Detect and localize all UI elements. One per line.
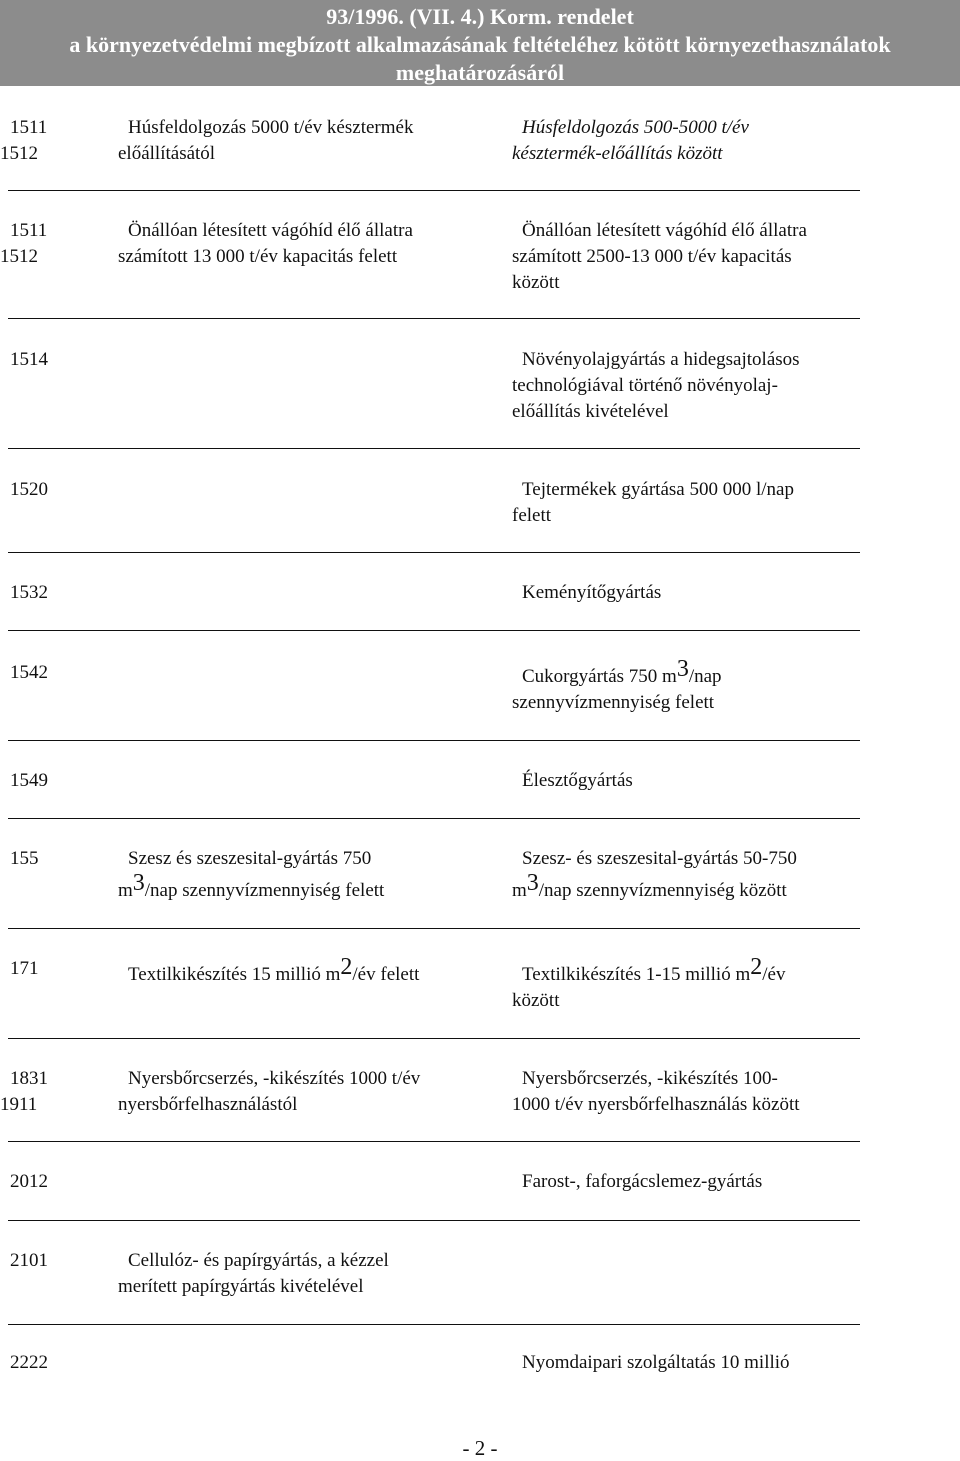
activity-codes	[0, 1066, 70, 1118]
left-text: Önállóan létesített vágóhíd élő állatra	[128, 220, 413, 241]
text-part: m	[512, 880, 527, 901]
threshold-left	[118, 954, 498, 988]
text-part: m	[118, 880, 133, 901]
code: 2012	[10, 1171, 48, 1192]
superscript: 2	[750, 954, 763, 980]
activity-codes	[0, 347, 70, 373]
text-part: /év felett	[352, 964, 420, 985]
divider	[8, 740, 860, 741]
threshold-left	[118, 1066, 498, 1118]
activity-codes	[0, 115, 70, 167]
divider	[8, 318, 860, 319]
divider	[8, 448, 860, 449]
superscript: 3	[132, 870, 145, 896]
left-text: Nyersbőrcserzés, -kikészítés 1000 t/év	[128, 1068, 421, 1089]
code: 1532	[10, 582, 48, 603]
right-text: felett	[512, 505, 552, 526]
activity-codes	[0, 1169, 70, 1195]
superscript: 3	[676, 656, 689, 682]
threshold-right	[512, 656, 872, 716]
divider	[8, 552, 860, 553]
right-text: számított 2500-13 000 t/év kapacitás	[512, 246, 792, 267]
activity-codes	[0, 660, 70, 686]
right-text: Keményítőgyártás	[522, 582, 662, 603]
threshold-left	[118, 846, 498, 904]
right-text: előállítás kivételével	[512, 401, 669, 422]
text-part: Textilkikészítés 15 millió m	[128, 964, 341, 985]
divider	[8, 928, 860, 929]
code: 1512	[0, 246, 38, 267]
threshold-right	[512, 1169, 872, 1195]
threshold-right	[512, 218, 872, 296]
activity-codes	[0, 846, 70, 872]
code: 1549	[10, 770, 48, 791]
left-text: számított 13 000 t/év kapacitás felett	[118, 246, 398, 267]
threshold-right	[512, 768, 872, 794]
code: 155	[10, 848, 39, 869]
threshold-right	[512, 115, 872, 167]
code: 1511	[10, 220, 48, 241]
left-text: Húsfeldolgozás 5000 t/év késztermék	[128, 117, 414, 138]
right-text: Élesztőgyártás	[522, 770, 633, 791]
activity-codes	[0, 218, 70, 270]
threshold-left	[118, 115, 498, 167]
code: 171	[10, 958, 39, 979]
activity-codes	[0, 1248, 70, 1274]
activity-codes	[0, 1350, 70, 1376]
header-subtitle-2: meghatározásáról	[395, 60, 565, 85]
text-part: /év	[762, 964, 786, 985]
text-part: /nap	[688, 666, 722, 687]
right-text	[512, 656, 872, 690]
text-part: Textilkikészítés 1-15 millió m	[522, 964, 751, 985]
code: 1542	[10, 662, 48, 683]
page-number: - 2 -	[462, 1436, 498, 1460]
text-part: /nap szennyvízmennyiség között	[538, 880, 787, 901]
document-header	[0, 0, 960, 86]
divider	[8, 1141, 860, 1142]
divider	[8, 1220, 860, 1221]
code: 1520	[10, 479, 48, 500]
threshold-right	[512, 580, 872, 606]
threshold-right	[512, 846, 872, 904]
right-text: Önállóan létesített vágóhíd élő állatra	[522, 220, 807, 241]
threshold-left	[118, 218, 498, 270]
threshold-left	[118, 1248, 498, 1300]
header-subtitle: a környezetvédelmi megbízott alkalmazásának feltételéhez kötött környezethasználatok	[69, 32, 891, 57]
code: 1831	[10, 1068, 48, 1089]
divider	[8, 630, 860, 631]
code: 1514	[10, 349, 48, 370]
right-text: Szesz- és szeszesital-gyártás 50-750	[522, 848, 797, 869]
right-text	[512, 954, 872, 988]
right-text: között	[512, 990, 560, 1011]
right-text: között	[512, 272, 560, 293]
code: 1511	[10, 117, 48, 138]
divider	[8, 1324, 860, 1325]
code: 1512	[0, 143, 38, 164]
activity-codes	[0, 956, 70, 982]
activity-codes	[0, 768, 70, 794]
code: 2101	[10, 1250, 48, 1271]
superscript: 2	[340, 954, 353, 980]
threshold-right	[512, 477, 872, 529]
threshold-right	[512, 1066, 872, 1118]
threshold-right	[512, 1350, 872, 1376]
text-part: /nap szennyvízmennyiség felett	[144, 880, 385, 901]
activity-codes	[0, 580, 70, 606]
threshold-right	[512, 347, 872, 425]
right-text: technológiával történő növényolaj-	[512, 375, 778, 396]
left-text	[118, 870, 498, 904]
divider	[8, 190, 860, 191]
left-text: Szesz és szeszesital-gyártás 750	[128, 848, 372, 869]
code: 1911	[0, 1094, 38, 1115]
right-text: szennyvízmennyiség felett	[512, 692, 715, 713]
divider	[8, 818, 860, 819]
right-text: Húsfeldolgozás 500-5000 t/év	[522, 117, 749, 138]
left-text: merített papírgyártás kivételével	[118, 1276, 364, 1297]
left-text: Cellulóz- és papírgyártás, a kézzel	[128, 1250, 389, 1271]
text-part: Cukorgyártás 750 m	[522, 666, 677, 687]
activity-codes	[0, 477, 70, 503]
header-title: 93/1996. (VII. 4.) Korm. rendelet	[326, 4, 634, 29]
threshold-right	[512, 954, 872, 1014]
code: 2222	[10, 1352, 48, 1373]
right-text: Nyomdaipari szolgáltatás 10 millió	[522, 1352, 790, 1373]
left-text: nyersbőrfelhasználástól	[118, 1094, 298, 1115]
right-text: Nyersbőrcserzés, -kikészítés 100-	[522, 1068, 778, 1089]
right-text: Tejtermékek gyártása 500 000 l/nap	[522, 479, 794, 500]
right-text: Növényolajgyártás a hidegsajtolásos	[522, 349, 800, 370]
right-text: Farost-, faforgácslemez-gyártás	[522, 1171, 763, 1192]
right-text: késztermék-előállítás között	[512, 143, 723, 164]
left-text: előállításától	[118, 143, 216, 164]
divider	[8, 1038, 860, 1039]
left-text	[118, 954, 498, 988]
right-text	[512, 870, 872, 904]
right-text: 1000 t/év nyersbőrfelhasználás között	[512, 1094, 800, 1115]
superscript: 3	[526, 870, 539, 896]
